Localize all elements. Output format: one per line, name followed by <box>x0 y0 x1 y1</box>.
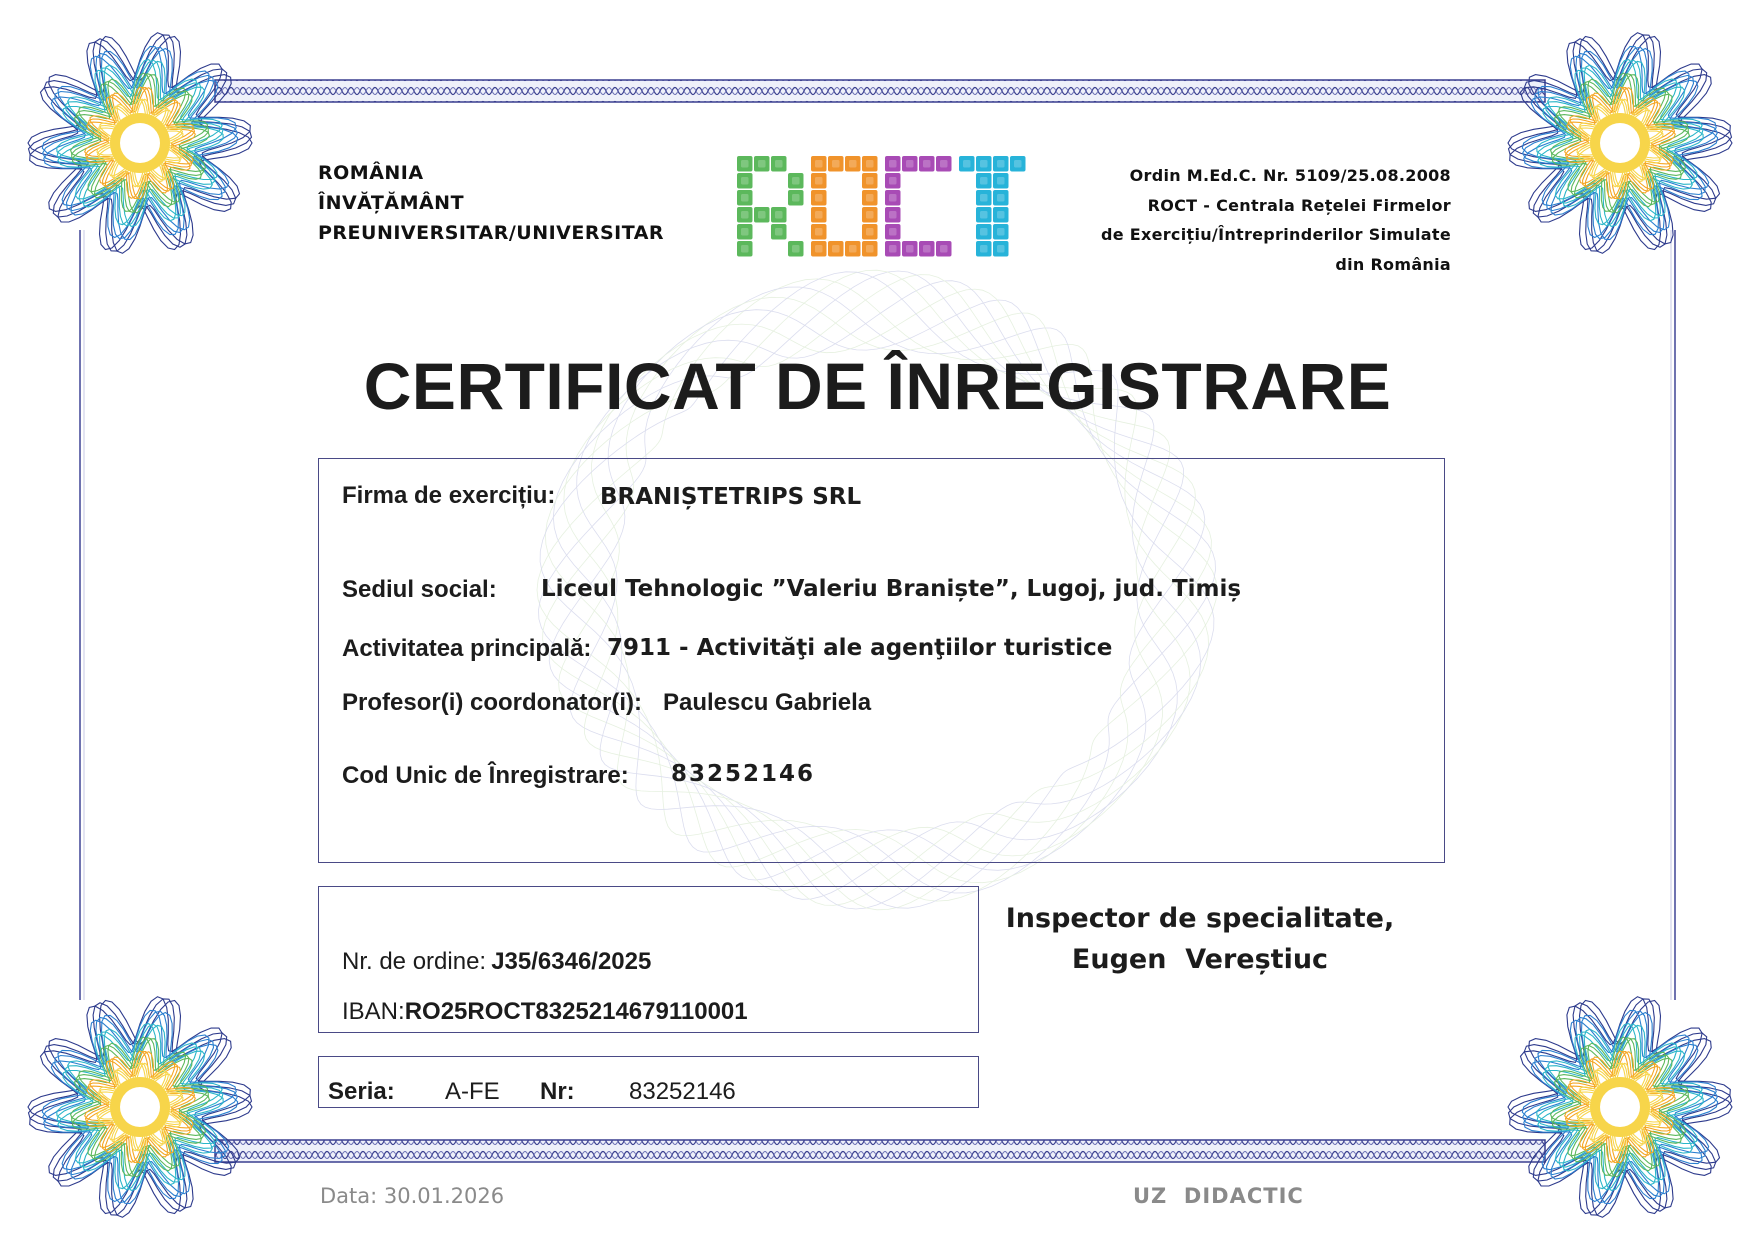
certificate-title: CERTIFICAT DE ÎNREGISTRARE <box>363 349 1392 423</box>
nr-ordine-value: J35/6346/2025 <box>491 948 652 975</box>
border-bottom <box>215 1140 1545 1162</box>
iban-row <box>342 998 748 1026</box>
activitate-label: Activitatea principală: <box>342 635 592 662</box>
issuer-block <box>318 158 664 248</box>
rosette-top-left-icon <box>28 33 252 254</box>
firma-value: BRANIȘTETRIPS SRL <box>600 484 862 510</box>
logo-letter-t <box>959 156 1026 257</box>
order-line-2: ROCT - Centrala Rețelei Firmelor <box>1147 195 1451 215</box>
nr-ordine-label: Nr. de ordine: <box>342 948 487 975</box>
serie-nr-value: 83252146 <box>629 1078 736 1105</box>
order-line-4: din România <box>1335 254 1451 274</box>
cod-value: 83252146 <box>671 761 816 787</box>
seria-label: Seria: <box>328 1078 395 1105</box>
profesor-label: Profesor(i) coordonator(i): <box>342 689 642 716</box>
rosette-bottom-right-icon <box>1508 997 1732 1218</box>
border-top <box>215 80 1545 102</box>
logo-letter-c <box>885 156 952 257</box>
logo-letter-o <box>811 156 878 257</box>
order-block <box>1101 161 1451 279</box>
usage-note: UZ DIDACTIC <box>1133 1184 1304 1208</box>
sediu-value: Liceul Tehnologic ”Valeriu Braniște”, Lugoj, jud. Timiș <box>541 576 1242 602</box>
activitate-value: 7911 - Activităţi ale agenţiilor turistice <box>607 635 1113 661</box>
order-line-1: Ordin M.Ed.C. Nr. 5109/25.08.2008 <box>1129 166 1451 185</box>
seria-value: A-FE <box>445 1078 500 1105</box>
profesor-value: Paulescu Gabriela <box>663 689 872 716</box>
issue-date: Data: 30.01.2026 <box>320 1184 505 1208</box>
issuer-line-1: ROMÂNIA <box>318 162 424 184</box>
firma-label: Firma de exercițiu: <box>342 482 556 509</box>
logo-letter-r <box>737 156 804 257</box>
inspector-name: Eugen Vereștiuc <box>1071 944 1329 975</box>
rosette-bottom-left-icon <box>28 997 252 1218</box>
issuer-line-3: PREUNIVERSITAR/UNIVERSITAR <box>318 222 665 244</box>
inspector-role: Inspector de specialitate, <box>1005 903 1395 934</box>
iban-label: IBAN: <box>342 998 405 1025</box>
iban-value: RO25ROCT8325214679110001 <box>404 998 748 1025</box>
roct-logo <box>737 153 1027 265</box>
order-line-3: de Exercițiu/Întreprinderilor Simulate <box>1100 225 1451 244</box>
issuer-line-2: ÎNVĂȚĂMÂNT <box>318 192 465 214</box>
rosette-top-right-icon <box>1508 33 1732 254</box>
serie-nr-label: Nr: <box>540 1078 575 1105</box>
sediu-label: Sediul social: <box>342 576 497 603</box>
nr-ordine-row <box>342 948 651 976</box>
cod-label: Cod Unic de Înregistrare: <box>342 762 629 789</box>
